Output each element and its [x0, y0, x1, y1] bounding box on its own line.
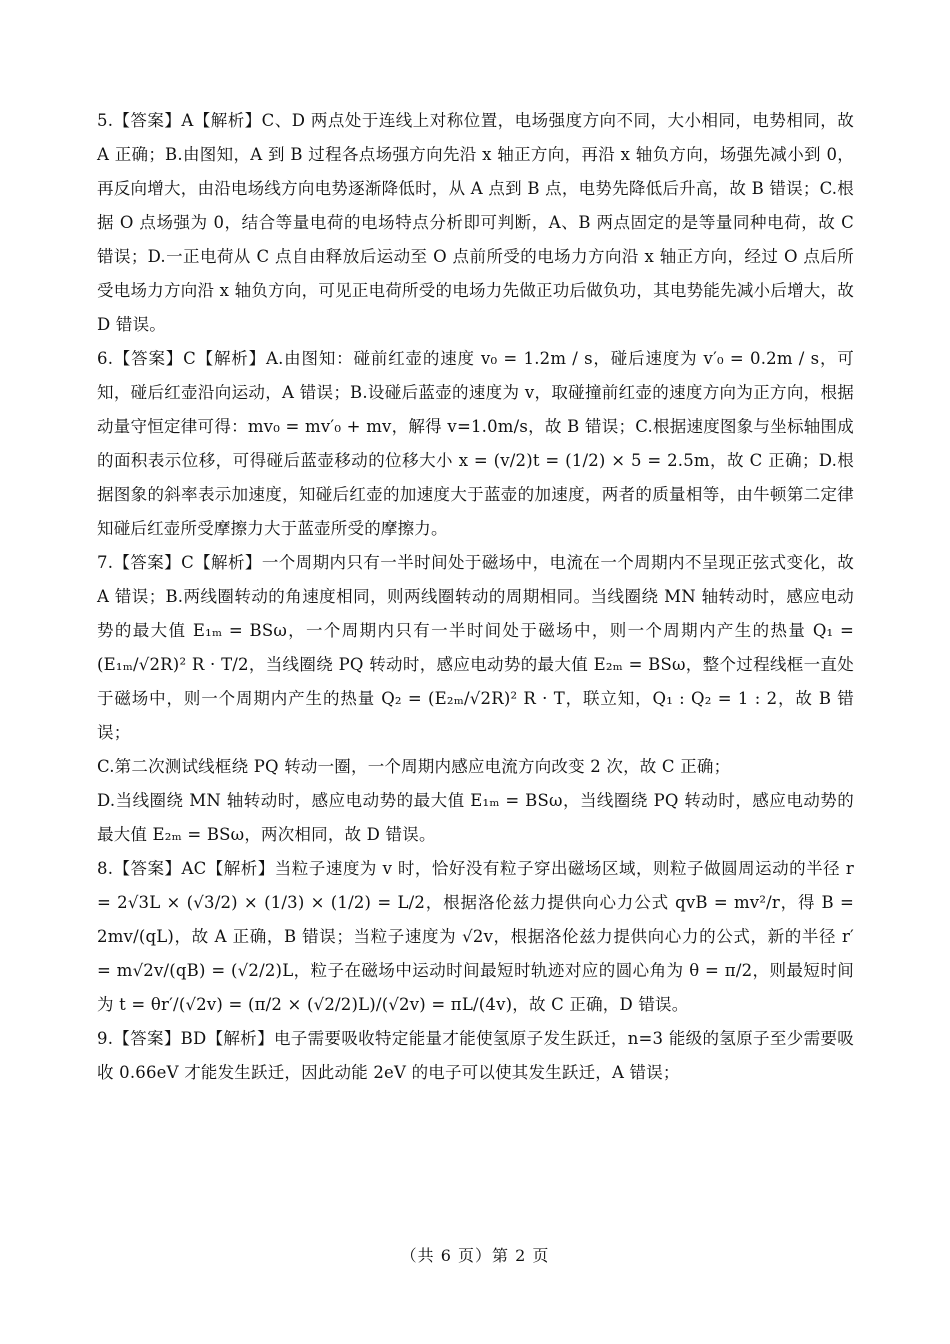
answer-q9: 9.【答案】BD【解析】电子需要吸收特定能量才能使氢原子发生跃迁，n=3 能级的氢原子至少需要吸收 0.66eV 才能发生跃迁，因此动能 2eV 的电子可以使其发生跃迁，A 错误； [97, 1029, 854, 1082]
answer-q8: 8.【答案】AC【解析】当粒子速度为 v 时，恰好没有粒子穿出磁场区域，则粒子做圆周运动的半径 r = 2√3L × (√3/2) × (1/3) × (1/2) = L/2，根据洛伦兹力提供向心力公式 qvB = mv²/r，得 B = 2mv/(qL)，故 A 正确，B 错误；当粒子速度为 √2v，根据洛伦兹力提供向心力的公式，新的半径 r′ = m√2v/(qB) = (√2/2)L，粒子在磁场中运动时间最短时轨迹对应的圆心角为 θ = π/2，则最短时间为 t = θr′/(√2v) = (π/2 × (√2/2)L)/(√2v) = πL/(4v)，故 C 正确，D 错误。 [97, 859, 854, 1014]
answer-q7-d: D.当线圈绕 MN 轴转动时，感应电动势的最大值 E₁ₘ = BSω，当线圈绕 PQ 转动时，感应电动势的最大值 E₂ₘ = BSω，两次相同，故 D 错误。 [97, 791, 854, 844]
page-footer: （共 6 页）第 2 页 [400, 1246, 550, 1265]
answer-q6: 6.【答案】C【解析】A.由图知：碰前红壶的速度 v₀ = 1.2m / s，碰后速度为 v′₀ = 0.2m / s，可知，碰后红壶沿向运动，A 错误；B.设碰后蓝壶的速度为 v，取碰撞前红壶的速度方向为正方向，根据动量守恒定律可得：mv₀ = mv′₀ + mv，解得 v=1.0m/s，故 B 错误；C.根据速度图象与坐标轴围成的面积表示位移，可得碰后蓝壶移动的位移大小 x = (v/2)t = (1/2) × 5 = 2.5m，故 C 正确；D.根据图象的斜率表示加速度，知碰后红壶的加速度大于蓝壶的加速度，两者的质量相等，由牛顿第二定律知碰后红壶所受摩擦力大于蓝壶所受的摩擦力。 [97, 349, 854, 538]
answer-q5: 5.【答案】A【解析】C、D 两点处于连线上对称位置，电场强度方向不同，大小相同，电势相同，故 A 正确；B.由图知，A 到 B 过程各点场强方向先沿 x 轴正方向，再沿 x 轴负方向，场强先减小到 0，再反向增大，由沿电场线方向电势逐渐降低时，从 A 点到 B 点，电势先降低后升高，故 B 错误；C.根据 O 点场强为 0，结合等量电荷的电场特点分析即可判断，A、B 两点固定的是等量同种电荷，故 C 错误；D.一正电荷从 C 点自由释放后运动至 O 点前所受的电场力方向沿 x 轴正方向，经过 O 点后所受电场力方向沿 x 轴负方向，可见正电荷所受的电场力先做正功后做负功，其电势能先减小后增大，故 D 错误。 [97, 111, 854, 334]
answer-q7-c: C.第二次测试线框绕 PQ 转动一圈，一个周期内感应电流方向改变 2 次，故 C 正确； [97, 757, 731, 776]
answer-q7: 7.【答案】C【解析】一个周期内只有一半时间处于磁场中，电流在一个周期内不呈现正弦式变化，故 A 错误；B.两线圈转动的角速度相同，则两线圈转动的周期相同。当线圈绕 MN 轴转动时，感应电动势的最大值 E₁ₘ = BSω，一个周期内只有一半时间处于磁场中，则一个周期内产生的热量 Q₁ = (E₁ₘ/√2R)² R · T/2，当线圈绕 PQ 转动时，感应电动势的最大值 E₂ₘ = BSω，整个过程线框一直处于磁场中，则一个周期内产生的热量 Q₂ = (E₂ₘ/√2R)² R · T，联立知，Q₁ : Q₂ = 1 : 2，故 B 错误； [97, 553, 854, 742]
